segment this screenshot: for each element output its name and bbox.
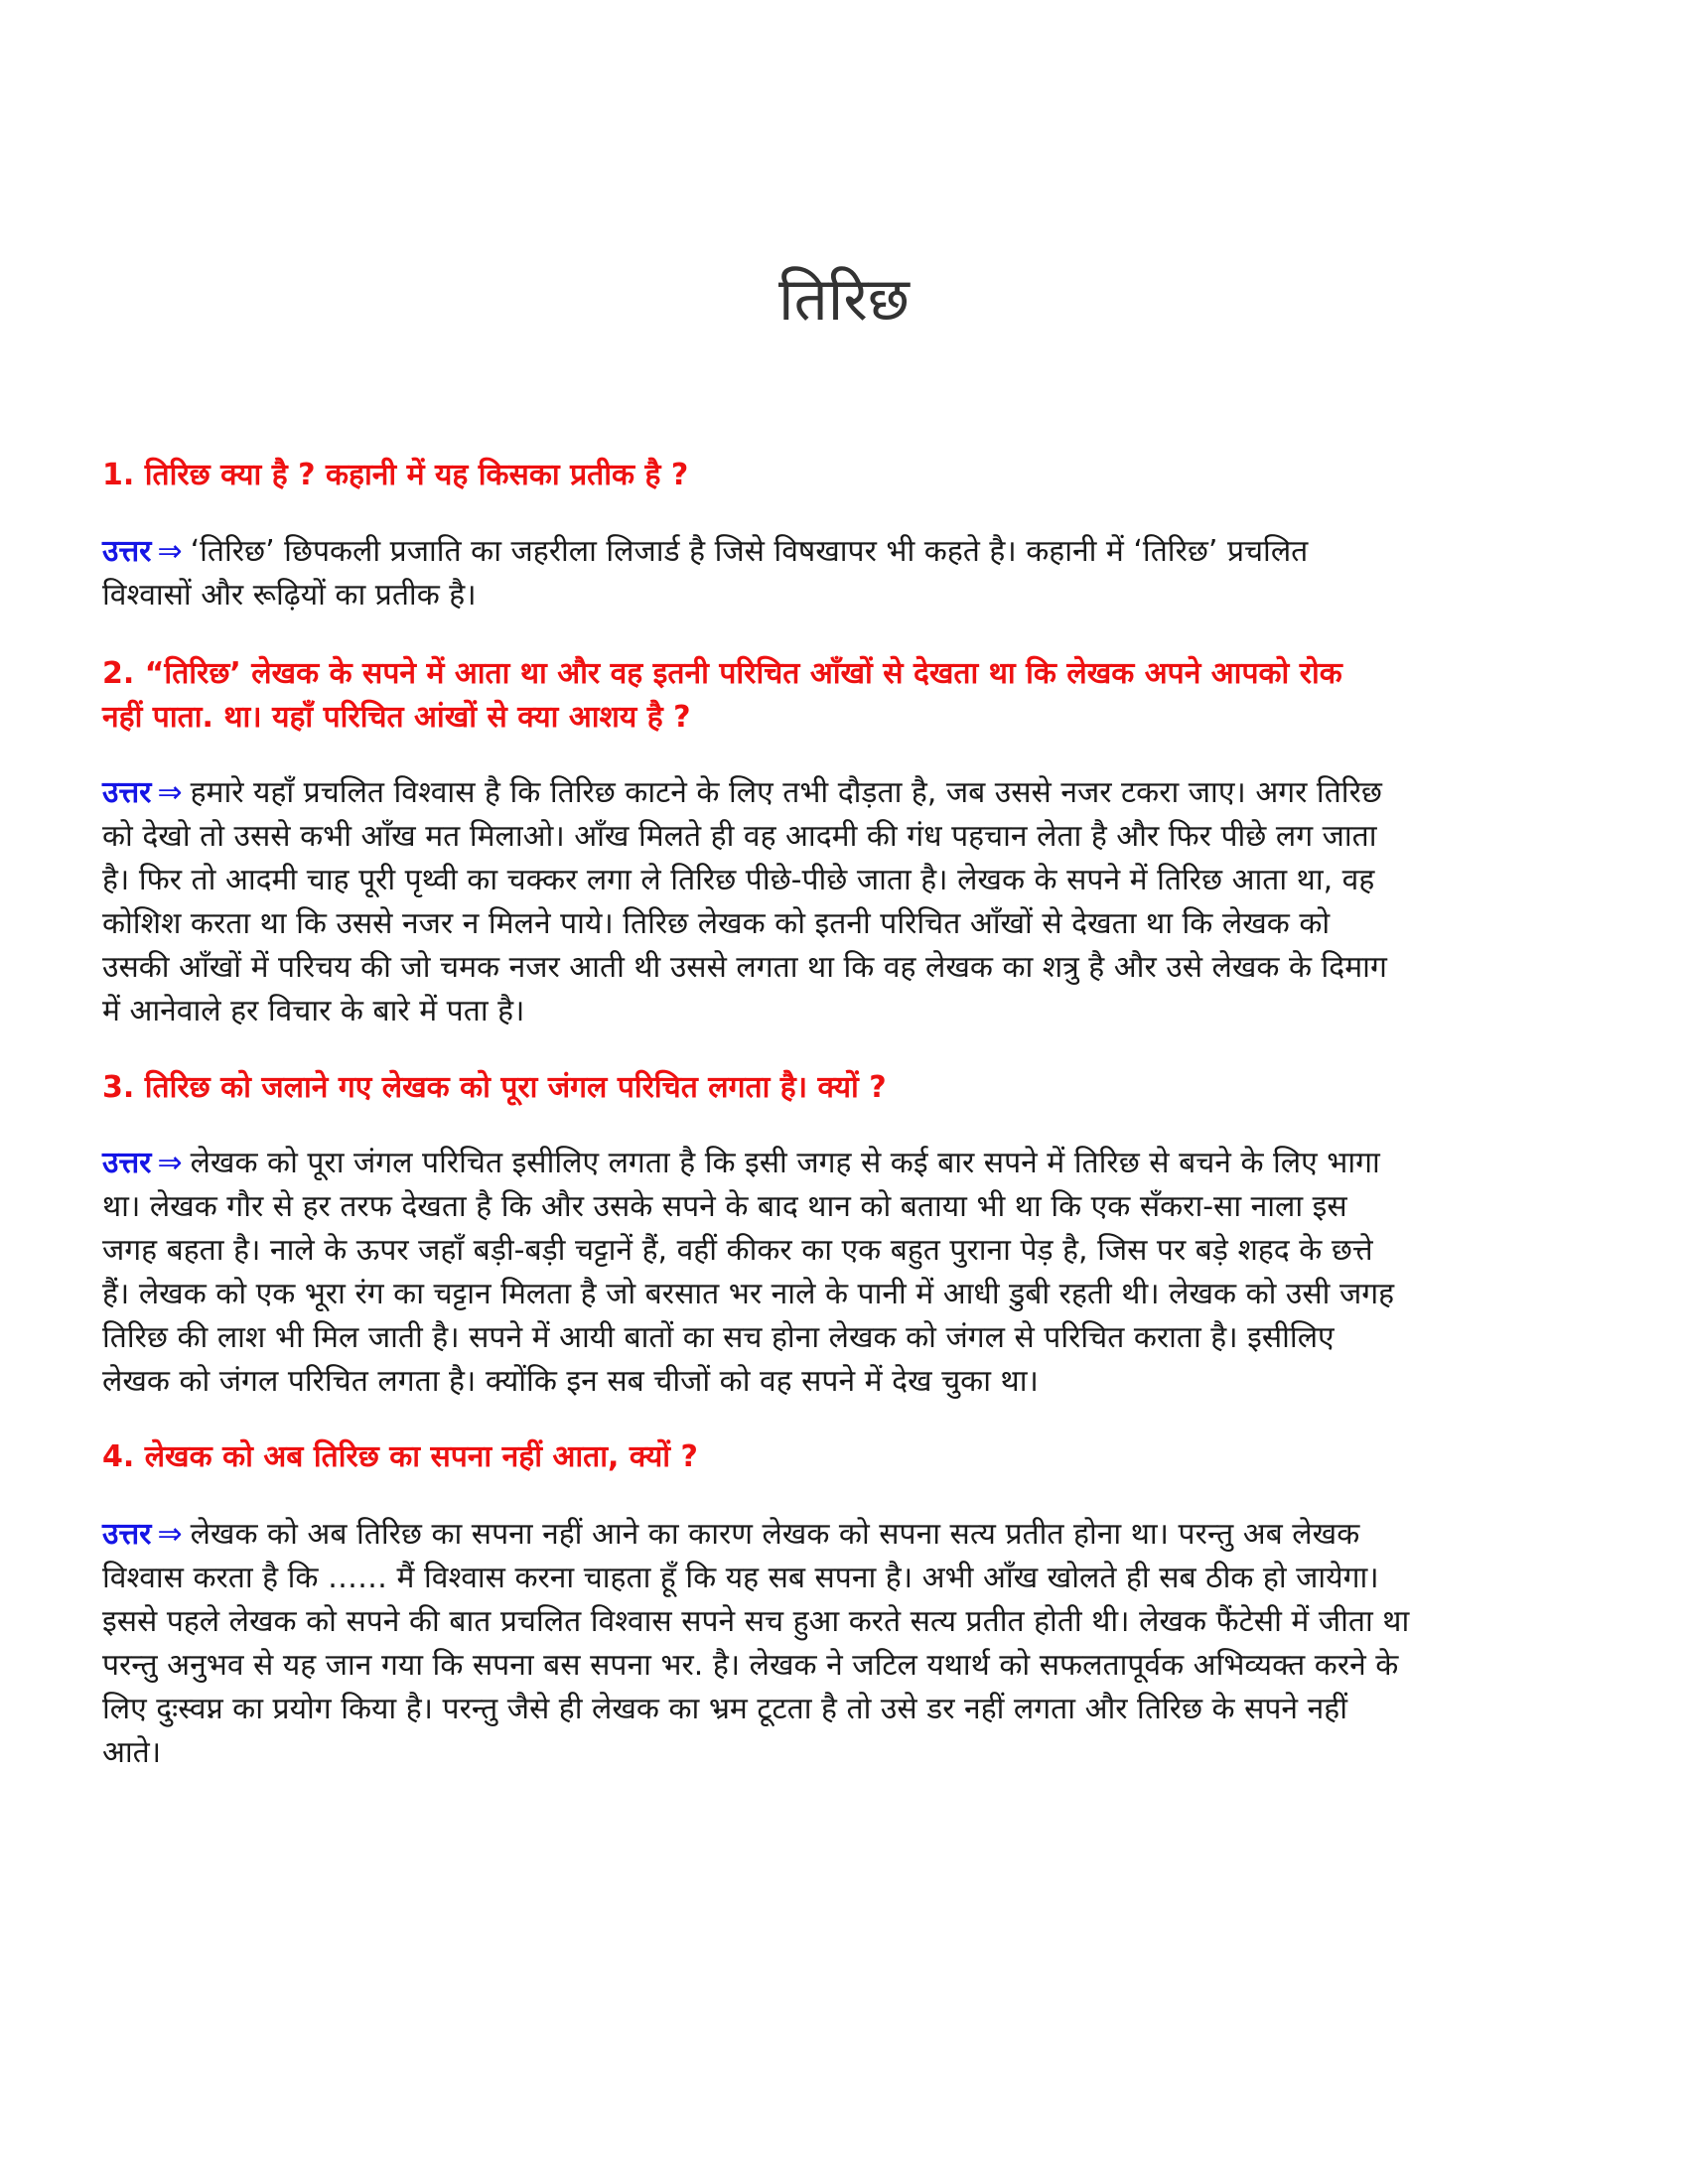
answer-3 [102, 1142, 1592, 1404]
answer-line: हमारे यहाँ प्रचलित विश्वास है कि तिरिछ काटने के लिए तभी दौड़ता है, जब उससे नजर टकरा जाए। अगर तिरिछ [190, 775, 1382, 810]
answer-line: लेखक को जंगल परिचित लगता है। क्योंकि इन सब चीजों को वह सपने में देख चुका था। [102, 1364, 1039, 1399]
answer-line: लेखक को पूरा जंगल परिचित इसीलिए लगता है कि इसी जगह से कई बार सपने में तिरिछ से बचने के लिए भागा [190, 1146, 1380, 1180]
arrow-icon: ⇒ [157, 1517, 183, 1552]
answer-line: विश्वासों और रूढ़ियों का प्रतीक है। [102, 578, 477, 613]
answer-line: लिए दुःस्वप्न का प्रयोग किया है। परन्तु जैसे ही लेखक का भ्रम टूटता है तो उसे डर नहीं लगता और तिरिछ के सपने नहीं [102, 1692, 1347, 1726]
answer-line: था। लेखक गौर से हर तरफ देखता है कि और उसके सपने के बाद थान को बताया भी था कि एक सँकरा-सा नाला इस [102, 1189, 1347, 1224]
question-line: नहीं पाता. था। यहाँ परिचित आंखों से क्या आशय है ? [102, 700, 691, 735]
answer-line: को देखो तो उससे कभी आँख मत मिलाओ। आँख मिलते ही वह आदमी की गंध पहचान लेता है और फिर पीछे लग जाता [102, 819, 1377, 854]
question-line: 2. “तिरिछ’ लेखक के सपने में आता था और वह इतनी परिचित आँखों से देखता था कि लेखक अपने आपको रोक [102, 656, 1342, 691]
page-title: तिरिछ [778, 265, 910, 335]
answer-line: है। फिर तो आदमी चाह पूरी पृथ्वी का चक्कर लगा ले तिरिछ पीछे-पीछे जाता है। लेखक के सपने में तिरिछ आता था, वह [102, 863, 1375, 897]
answer-line: हैं। लेखक को एक भूरा रंग का चट्टान मिलता है जो बरसात भर नाले के पानी में आधी डुबी रहती थी। लेखक को उसी जगह [102, 1277, 1395, 1311]
answer-label: उत्तर [102, 534, 152, 569]
answer-1 [102, 530, 1592, 617]
question-3 [102, 1066, 1592, 1110]
answer-line: तिरिछ की लाश भी मिल जाती है। सपने में आयी बातों का सच होना लेखक को जंगल से परिचित कराता है। इसीलिए [102, 1320, 1335, 1355]
answer-label: उत्तर [102, 775, 152, 810]
answer-label: उत्तर [102, 1517, 152, 1552]
answer-line: में आनेवाले हर विचार के बारे में पता है। [102, 994, 525, 1028]
answer-4 [102, 1513, 1592, 1775]
question-4 [102, 1435, 1592, 1479]
answer-line: ‘तिरिछ’ छिपकली प्रजाति का जहरीला लिजार्ड है जिसे विषखापर भी कहते है। कहानी में ‘तिरिछ’ प्रचलित [190, 534, 1309, 569]
answer-line: कोशिश करता था कि उससे नजर न मिलने पाये। तिरिछ लेखक को इतनी परिचित आँखों से देखता था कि लेखक को [102, 906, 1331, 941]
arrow-icon: ⇒ [157, 534, 183, 569]
answer-line: उसकी आँखों में परिचय की जो चमक नजर आती थी उससे लगता था कि वह लेखक का शत्रु है और उसे लेखक के दिमाग [102, 950, 1387, 985]
question-line: 3. तिरिछ को जलाने गए लेखक को पूरा जंगल परिचित लगता है। क्यों ? [102, 1070, 887, 1105]
answer-line: लेखक को अब तिरिछ का सपना नहीं आने का कारण लेखक को सपना सत्य प्रतीत होना था। परन्तु अब लेखक [190, 1517, 1360, 1552]
question-line: 1. तिरिछ क्या है ? कहानी में यह किसका प्रतीक है ? [102, 458, 689, 492]
answer-2 [102, 771, 1592, 1033]
question-line: 4. लेखक को अब तिरिछ का सपना नहीं आता, क्यों ? [102, 1439, 698, 1474]
answer-line: आते। [102, 1735, 162, 1770]
answer-line: विश्वास करता है कि …… मैं विश्वास करना चाहता हूँ कि यह सब सपना है। अभी आँख खोलते ही सब ठीक हो जायेगा। [102, 1561, 1379, 1595]
answer-line: इससे पहले लेखक को सपने की बात प्रचलित विश्वास सपने सच हुआ करते सत्य प्रतीत होती थी। लेखक फैंटेसी में जीता था [102, 1604, 1410, 1639]
answer-line: परन्तु अनुभव से यह जान गया कि सपना बस सपना भर. है। लेखक ने जटिल यथार्थ को सफलतापूर्वक अभिव्यक्त करने के [102, 1648, 1399, 1683]
answer-line: जगह बहता है। नाले के ऊपर जहाँ बड़ी-बड़ी चट्टानें हैं, वहीं कीकर का एक बहुत पुराना पेड़ है, जिस पर बड़े शहद के छत्ते [102, 1233, 1373, 1268]
answer-label: उत्तर [102, 1146, 152, 1180]
question-2 [102, 652, 1592, 740]
question-1 [102, 454, 1592, 497]
arrow-icon: ⇒ [157, 1146, 183, 1180]
arrow-icon: ⇒ [157, 775, 183, 810]
